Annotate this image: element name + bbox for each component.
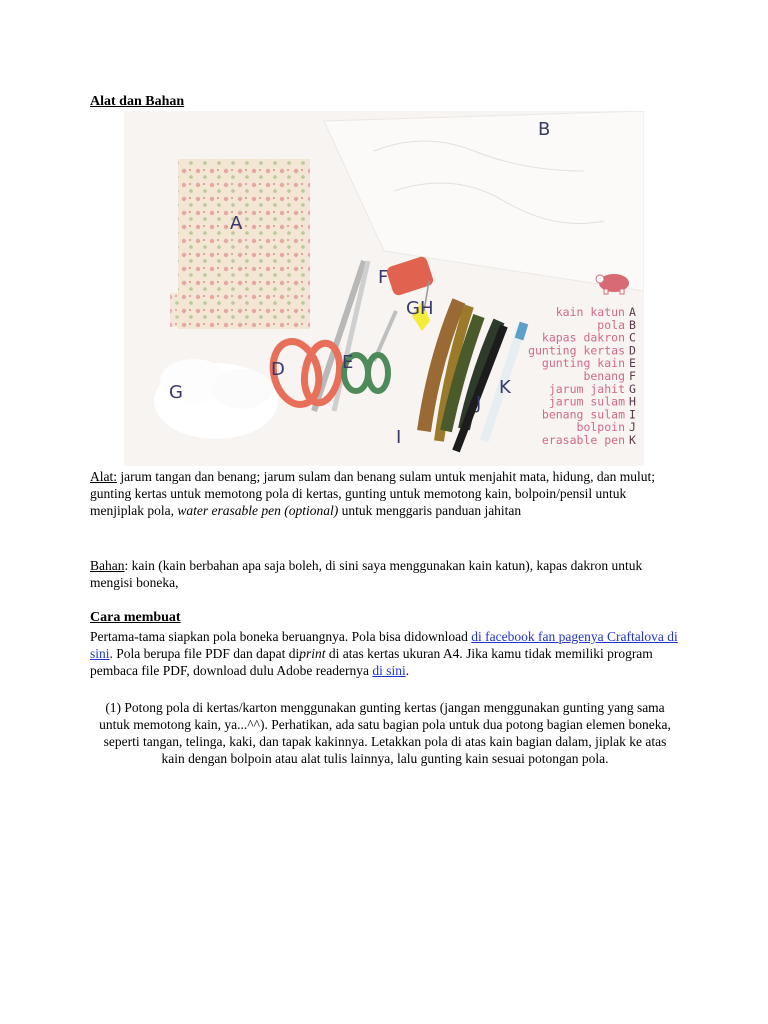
cara-text-1: Pertama-tama siapkan pola boneka beruangnya. Pola bisa didownload — [90, 629, 472, 644]
cara-italic-print: print — [299, 646, 326, 661]
legend-item-letter: G — [629, 381, 636, 396]
label-f: F — [378, 267, 389, 288]
alat-paragraph — [90, 468, 680, 519]
legend-item-letter: D — [629, 343, 636, 358]
section-heading-alat-dan-bahan: Alat dan Bahan — [90, 94, 185, 109]
legend-item-text: benang sulam — [541, 407, 625, 422]
legend-item-text: kain katun — [555, 305, 625, 319]
legend-item-text: erasable pen — [541, 433, 625, 447]
label-e: E — [342, 352, 354, 373]
legend-item-text: gunting kain — [541, 356, 625, 371]
legend-item-text: bolpoin — [576, 420, 625, 435]
legend-item-text: pola — [597, 317, 625, 332]
adobe-reader-link[interactable]: di sini — [372, 663, 406, 678]
label-a: A — [230, 213, 243, 234]
step-1-paragraph: (1) Potong pola di kertas/karton menggunakan gunting kertas (jangan menggunakan gunting yang sama untuk memotong kain, ya...^^). Perhatikan, ada satu bagian pola untuk dua potong bagian elemen boneka, seperti tangan, telinga, kaki, dan tapak kakinnya. Letakkan pola di atas kain bagian dalam, jiplak ke atas kain dengan bolpoin atau alat tulis lainnya, lalu gunting kain sesuai potongan pola. — [99, 700, 671, 766]
label-b: B — [538, 119, 551, 140]
facebook-fan-page-link[interactable]: di facebook fan pagenya Craftalova di sini — [90, 629, 678, 661]
alat-text-2: untuk menggaris panduan jahitan — [338, 503, 522, 518]
legend-item-letter: J — [629, 420, 636, 435]
label-gh: GH — [406, 298, 434, 319]
legend-item-letter: E — [629, 356, 636, 371]
legend-item-text: jarum sulam — [548, 394, 625, 409]
label-j: J — [476, 393, 482, 414]
bahan-paragraph — [90, 557, 680, 591]
fabric-cloth — [170, 159, 310, 329]
legend-item-letter: C — [629, 330, 636, 345]
tools-materials-photo — [124, 111, 644, 466]
alat-text-1: jarum tangan dan benang; jarum sulam dan benang sulam untuk menjahit mata, hidung, dan mulut; gunting kertas untuk memotong pola di kertas, gunting untuk memotong kain, bolpoin/pensil untuk menjiplak pola, — [90, 469, 656, 518]
cara-paragraph — [90, 628, 680, 679]
legend-item-letter: A — [629, 305, 636, 319]
alat-label: Alat: — [90, 469, 117, 484]
legend-item-letter: H — [629, 394, 636, 409]
cara-text-3: di atas kertas ukuran A4. Jika kamu tidak memiliki program pembaca file PDF, download dulu Adobe readernya — [90, 646, 653, 678]
label-d: D — [271, 359, 285, 380]
label-k: K — [499, 377, 511, 398]
cara-text-2: . Pola berupa file PDF dan dapat di — [109, 646, 300, 661]
bahan-text: : kain (kain berbahan apa saja boleh, di sini saya menggunakan kain katun), kapas dakron untuk mengisi boneka, — [90, 558, 643, 590]
cara-text-4: . — [405, 663, 410, 678]
legend-item-text: jarum jahit — [548, 381, 625, 396]
bahan-label: Bahan — [90, 558, 125, 573]
legend-item-text: kapas dakron — [541, 330, 625, 345]
legend-item-letter: F — [629, 369, 636, 383]
legend-item-text: gunting kertas — [528, 343, 625, 358]
legend-item-letter: K — [629, 433, 636, 447]
legend-item-text: benang — [583, 369, 625, 383]
alat-italic: water erasable pen (optional) — [177, 503, 339, 518]
legend-item-letter: B — [629, 317, 636, 332]
legend-item-letter: I — [629, 407, 636, 422]
label-c: G — [169, 382, 183, 403]
section-heading-cara-membuat: Cara membuat — [90, 610, 181, 625]
label-i: I — [396, 427, 402, 448]
